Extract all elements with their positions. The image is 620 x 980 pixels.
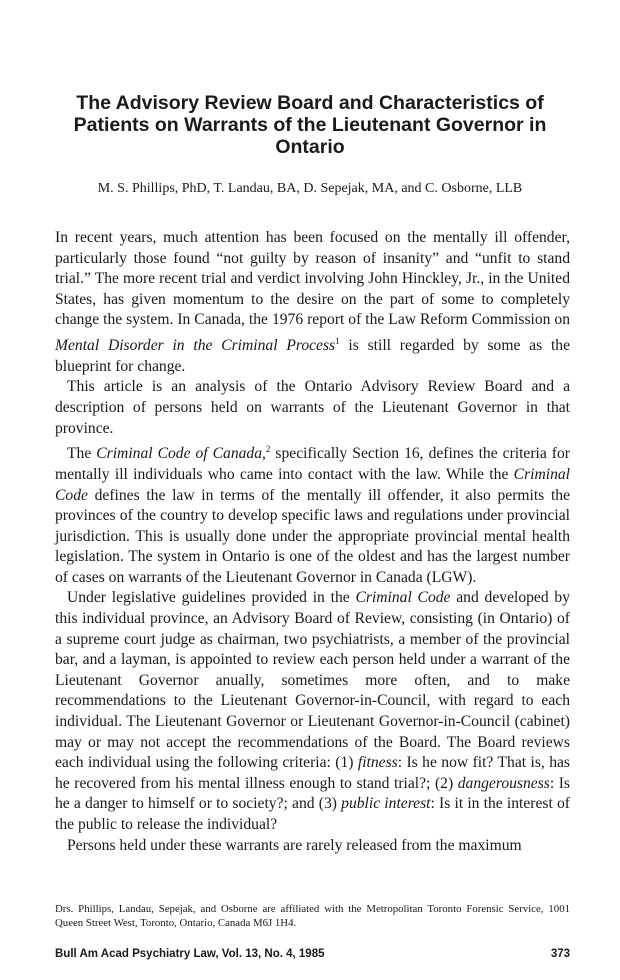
title-line: Ontario [275, 136, 345, 158]
cited-title: Criminal Code [55, 465, 570, 504]
criterion-term: fitness [357, 754, 398, 772]
author-affiliation-footnote: Drs. Phillips, Landau, Sepejak, and Osborne are affiliated with the Metropolitan Toronto Forensic Service, 1001 Queen Street West, Toronto, Ontario, Canada M6J 1H4. [55, 903, 570, 929]
author-list: M. S. Phillips, PhD, T. Landau, BA, D. Sepejak, MA, and C. Osborne, LLB [97, 181, 523, 196]
text-run: and developed by this individual province, an Advisory Board of Review, consisting (in Ontario) of a supreme court judge as chairman, two psychiatrists, a member of the provincial bar, and a layman, is appointed to review each person held under a warrant of the Lieutenant Governor anually, sometimes more often, and to make recommendations to the Lieutenant Governor-in-Council, with regard to each individual. The Lieutenant Governor or Lieutenant Governor-in-Council (cabinet) may or may not accept the recommendations of the Board. The Board reviews each individual using the following criteria: (1) [55, 589, 571, 772]
paragraph-5: Persons held under these warrants are rarely released from the maximum [67, 836, 522, 854]
paragraph-3 [55, 439, 570, 588]
text-run: : Is he now fit? That is, has he recovered from his mental illness enough to stand trial?; (2) [55, 754, 570, 792]
text-run: The [67, 445, 97, 463]
cited-title: Criminal Code of Canada, [96, 445, 266, 463]
text-run: defines the law in terms of the mentally ill offender, it also permits the provinces of the country to develop specific laws and regulations under provincial jurisdiction. This is usually done under the appropriate provincial mental health legislation. The system in Ontario is one of the oldest and has the largest number of cases on warrants of the Lieutenant Governor in Canada (LGW). [55, 486, 570, 586]
paragraph-1 [55, 228, 570, 377]
text-run: is still regarded by some as the blueprint for change. [55, 337, 570, 375]
text-run: Under legislative guidelines provided in the [67, 589, 356, 607]
reference-marker: 2 [265, 444, 271, 455]
article-body [55, 228, 570, 856]
text-run: : Is he a danger to himself or to society?; and (3) [55, 774, 571, 813]
text-run: specifically Section 16, defines the criteria for mentally ill individuals who came into contact with the law. While the [55, 445, 570, 483]
title-line: Patients on Warrants of the Lieutenant Governor in [73, 114, 547, 136]
text-run: : Is it in the interest of the public to release the individual? [55, 795, 570, 833]
cited-title: Criminal Code [355, 589, 451, 607]
criterion-term: public interest [341, 795, 431, 813]
running-footer [55, 947, 570, 961]
paragraph-2: This article is an analysis of the Ontario Advisory Review Board and a description of persons held on warrants of the Lieutenant Governor in that province. [55, 378, 570, 437]
title-line: The Advisory Review Board and Characteristics of [76, 92, 544, 114]
article-title [60, 92, 560, 158]
reference-marker: 1 [335, 335, 340, 346]
cited-title: Mental Disorder in the Criminal Process [55, 337, 336, 355]
criterion-term: dangerousness [457, 774, 550, 792]
journal-citation: Bull Am Acad Psychiatry Law, Vol. 13, No. 4, 1985 [55, 948, 325, 960]
paragraph-4 [55, 588, 570, 835]
page-number: 373 [550, 948, 570, 960]
text-run: In recent years, much attention has been focused on the mentally ill offender, particularly those found “not guilty by reason of insanity” and “unfit to stand trial.” The more recent trial and verdict involving John Hinckley, Jr., in the United States, has given momentum to the desire on the part of some to completely change the system. In Canada, the 1976 report of the Law Reform Commission on [55, 229, 570, 329]
